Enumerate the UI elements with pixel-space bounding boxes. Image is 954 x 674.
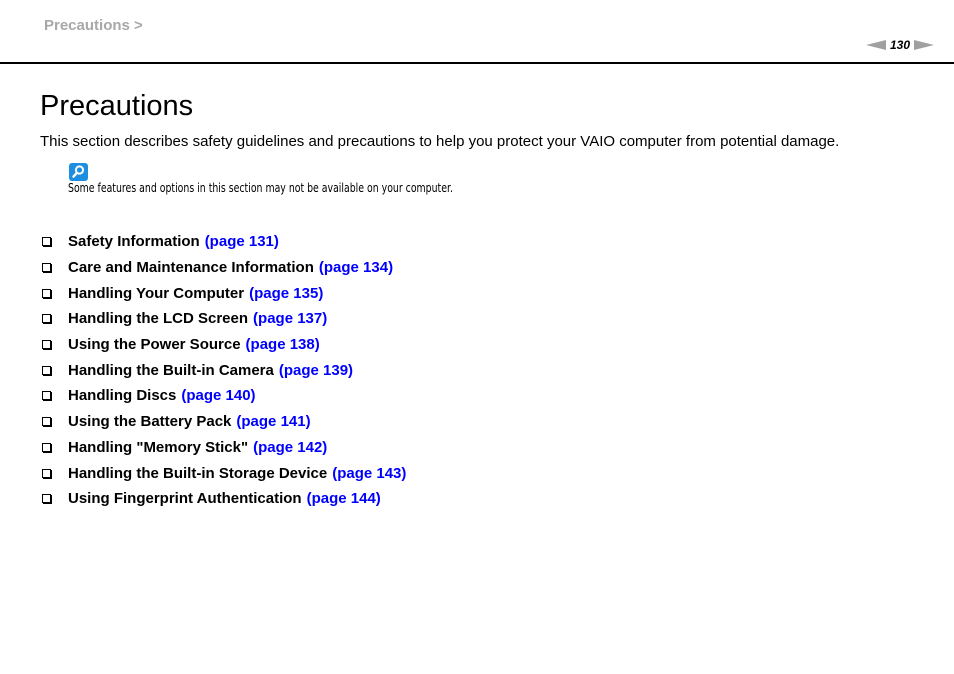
page-link[interactable]: (page 143): [332, 464, 407, 482]
checkbox-bullet-icon: [42, 391, 51, 400]
intro-paragraph: This section describes safety guidelines and precautions to help you protect your VAIO computer from potential damage.: [40, 133, 840, 150]
topic-label: Handling Your Computer: [68, 284, 245, 302]
checkbox-bullet-icon: [42, 417, 51, 426]
list-item: [40, 383, 406, 409]
precautions-topic-list: [40, 229, 406, 512]
page-link[interactable]: (page 142): [253, 438, 328, 456]
checkbox-bullet-icon: [42, 469, 51, 478]
topic-label: Handling the LCD Screen: [68, 310, 249, 328]
checkbox-bullet-icon: [42, 340, 51, 349]
list-item: [40, 460, 406, 486]
list-item: [40, 357, 406, 383]
header-divider: [0, 62, 954, 64]
topic-label: Handling "Memory Stick": [68, 438, 249, 456]
right-arrow-icon[interactable]: [914, 40, 934, 50]
list-item: [40, 229, 406, 255]
page-link[interactable]: (page 138): [245, 336, 320, 354]
page-link[interactable]: (page 140): [181, 387, 256, 405]
page-title: Precautions: [40, 90, 194, 122]
checkbox-bullet-icon: [42, 494, 51, 503]
page-navigation: [866, 38, 934, 52]
list-item: [40, 280, 406, 306]
page-link[interactable]: (page 137): [253, 310, 328, 328]
page-link[interactable]: (page 135): [249, 284, 324, 302]
checkbox-bullet-icon: [42, 366, 51, 375]
list-item: [40, 306, 406, 332]
topic-label: Using the Battery Pack: [68, 413, 232, 431]
topic-label: Care and Maintenance Information: [68, 259, 314, 277]
topic-label: Safety Information: [68, 233, 200, 251]
left-arrow-icon[interactable]: [866, 40, 886, 50]
checkbox-bullet-icon: [42, 237, 51, 246]
page-link[interactable]: (page 134): [318, 259, 394, 277]
page-link[interactable]: (page 144): [306, 490, 381, 508]
topic-label: Using Fingerprint Authentication: [68, 490, 302, 508]
breadcrumb[interactable]: Precautions >: [44, 17, 143, 34]
checkbox-bullet-icon: [42, 263, 51, 272]
checkbox-bullet-icon: [42, 314, 51, 323]
page-number: 130: [889, 38, 910, 52]
checkbox-bullet-icon: [42, 289, 51, 298]
checkbox-bullet-icon: [42, 443, 51, 452]
page-link[interactable]: (page 139): [278, 361, 354, 379]
topic-label: Handling the Built-in Storage Device: [68, 464, 328, 482]
list-item: [40, 486, 406, 512]
page-link[interactable]: (page 141): [236, 413, 311, 431]
topic-label: Using the Power Source: [68, 336, 241, 354]
list-item: [40, 435, 406, 461]
list-item: [40, 255, 406, 281]
magnifier-icon: [69, 163, 88, 181]
list-item: [40, 409, 406, 435]
page-link[interactable]: (page 131): [204, 233, 279, 251]
topic-label: Handling Discs: [68, 387, 177, 405]
topic-label: Handling the Built-in Camera: [68, 361, 274, 379]
note-text: Some features and options in this section may not be available on your computer.: [68, 181, 453, 195]
list-item: [40, 332, 406, 358]
